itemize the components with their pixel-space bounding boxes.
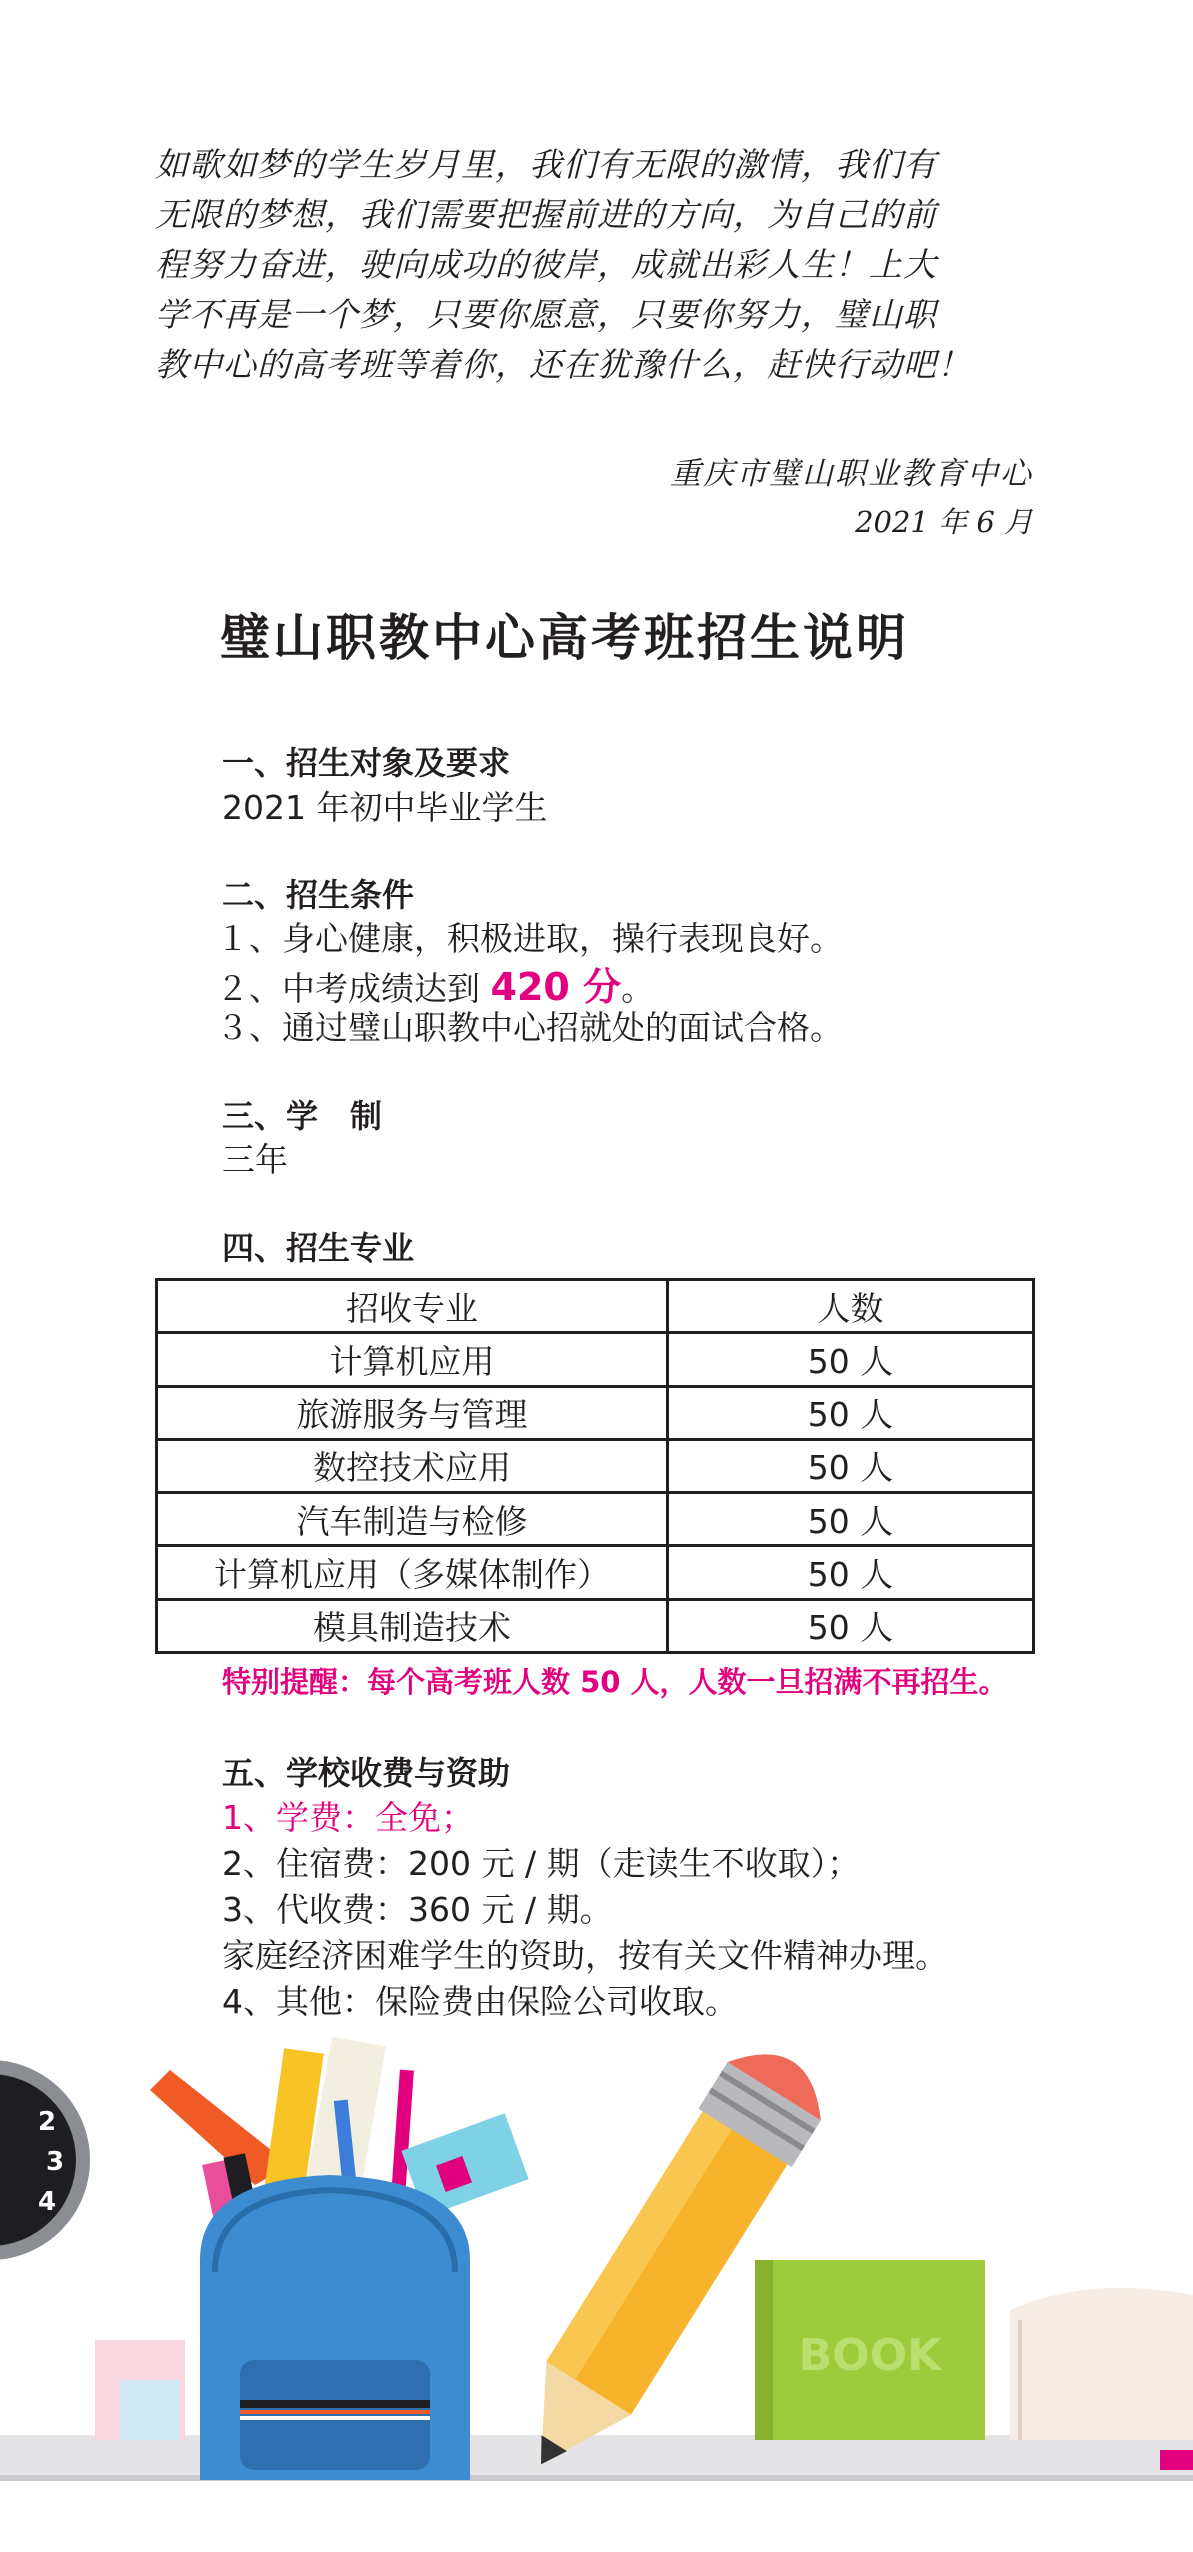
major-name: 计算机应用	[157, 1333, 668, 1386]
clock-icon	[0, 2060, 90, 2260]
major-count: 50 人	[668, 1546, 1034, 1599]
intro-line: 学不再是一个梦，只要你愿意，只要你努力，璧山职	[155, 295, 937, 334]
signature: 重庆市璧山职业教育中心	[670, 456, 1033, 492]
section-majors-heading: 四、招生专业	[222, 1229, 415, 1267]
notebook-icon	[120, 2380, 180, 2440]
book-spine	[755, 2260, 773, 2440]
section-duration-text: 三年	[222, 1140, 288, 1179]
book-label: BOOK	[798, 2330, 942, 2381]
open-book-icon	[1010, 2288, 1193, 2440]
condition-item-2-prefix: ２、中考成绩达到	[216, 969, 491, 1008]
intro-line: 如歌如梦的学生岁月里，我们有无限的激情，我们有	[155, 145, 937, 184]
major-count: 50 人	[668, 1333, 1034, 1386]
section-duration-heading: 三、学 制	[222, 1097, 383, 1135]
intro-line: 无限的梦想，我们需要把握前进的方向，为自己的前	[155, 195, 937, 234]
required-score: 420 分	[490, 965, 622, 1009]
intro-line: 程努力奋进，驶向成功的彼岸，成就出彩人生！上大	[155, 245, 937, 284]
major-count: 50 人	[668, 1439, 1034, 1492]
intro-letter	[155, 140, 1045, 390]
book-ribbon	[1160, 2450, 1193, 2470]
section-conditions-heading: 二、招生条件	[222, 876, 415, 914]
major-name: 旅游服务与管理	[157, 1386, 668, 1439]
table-row	[157, 1333, 1034, 1386]
backpack-icon	[200, 2175, 470, 2480]
table-header-row	[157, 1280, 1034, 1333]
major-count: 50 人	[668, 1493, 1034, 1546]
table-row	[157, 1599, 1034, 1652]
shelf-edge	[0, 2475, 1193, 2481]
shelf	[0, 2435, 1193, 2475]
section-target-text: 2021 年初中毕业学生	[222, 788, 548, 827]
section-target-heading: 一、招生对象及要求	[222, 744, 511, 782]
fee-item-other: 4、其他：保险费由保险公司收取。	[222, 1982, 738, 2021]
section-fees-heading: 五、学校收费与资助	[222, 1754, 511, 1792]
clock-number: 4	[38, 2187, 57, 2217]
major-count: 50 人	[668, 1599, 1034, 1652]
condition-item-3: ３、通过璧山职教中心招就处的面试合格。	[216, 1008, 843, 1047]
table-row	[157, 1386, 1034, 1439]
major-name: 计算机应用（多媒体制作）	[157, 1546, 668, 1599]
special-notice: 特别提醒：每个高考班人数 50 人，人数一旦招满不再招生。	[222, 1665, 1008, 1699]
clock-number: 3	[46, 2147, 65, 2177]
major-name: 模具制造技术	[157, 1599, 668, 1652]
column-header-major: 招收专业	[157, 1280, 668, 1333]
column-header-count: 人数	[668, 1280, 1034, 1333]
fee-aid-text: 家庭经济困难学生的资助，按有关文件精神办理。	[222, 1936, 948, 1975]
majors-table	[155, 1278, 1035, 1654]
condition-item-2-suffix: 。	[621, 969, 655, 1008]
clock-number: 2	[38, 2107, 57, 2137]
table-row	[157, 1439, 1034, 1492]
intro-line: 教中心的高考班等着你，还在犹豫什么，赶快行动吧！	[155, 345, 971, 384]
table-row	[157, 1493, 1034, 1546]
school-supplies-illustration	[0, 2010, 1193, 2552]
major-count: 50 人	[668, 1386, 1034, 1439]
major-name: 数控技术应用	[157, 1439, 668, 1492]
major-name: 汽车制造与检修	[157, 1493, 668, 1546]
page-title: 璧山职教中心高考班招生说明	[220, 609, 909, 667]
signature-date: 2021 年 6 月	[855, 505, 1033, 539]
condition-item-1: １、身心健康，积极进取，操行表现良好。	[216, 919, 843, 958]
fee-item-collection: 3、代收费：360 元 / 期。	[222, 1890, 613, 1929]
fee-item-tuition: 1、学费：全免；	[222, 1798, 474, 1837]
fee-item-dorm: 2、住宿费：200 元 / 期（走读生不收取）；	[222, 1844, 861, 1883]
table-row	[157, 1546, 1034, 1599]
